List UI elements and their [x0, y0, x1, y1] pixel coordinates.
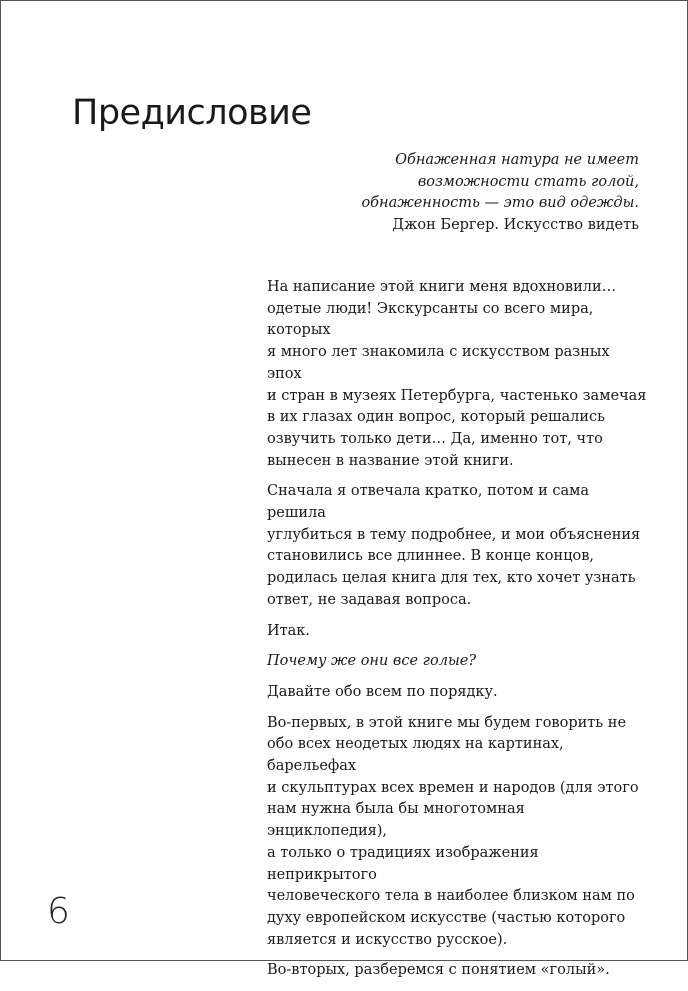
paragraph-line: Почему же они все голые? [267, 653, 477, 670]
paragraph-line: одетые люди! Экскурсанты со всего мира, которых [267, 300, 594, 339]
epigraph [279, 150, 639, 236]
paragraph-line: в их глазах один вопрос, который решались [267, 409, 606, 426]
paragraph-line: нам нужна была бы многотомная энциклопедия), [267, 801, 525, 840]
epigraph-quote [279, 150, 639, 215]
paragraph-line: я много лет знакомила с искусством разных эпох [267, 344, 610, 382]
paragraph-line: является и искусство русское). [267, 931, 508, 948]
paragraph-line: родилась целая книга для тех, кто хочет узнать [267, 570, 636, 587]
paragraph-line: озвучить только дети… Да, именно тот, что [267, 430, 603, 447]
paragraph-line: становились все длиннее. В конце концов, [267, 548, 595, 565]
epigraph-line: Обнаженная натура не имеет [395, 152, 639, 168]
paragraph-line: Сначала я отвечала кратко, потом и сама решила [267, 483, 590, 522]
paragraph [267, 481, 647, 611]
paragraph-line: ответ, не задавая вопроса. [267, 591, 472, 608]
epigraph-line: возможности стать голой, [417, 173, 639, 190]
paragraph [267, 682, 647, 704]
paragraph [267, 651, 647, 673]
epigraph-line: обнаженность — это вид одежды. [361, 195, 639, 211]
paragraph-line: а только о традициях изображения неприкрытого [267, 844, 539, 883]
paragraph [267, 621, 647, 643]
paragraph-line: человеческого тела в наиболее близком нам по [267, 888, 635, 905]
paragraph-line: духу европейском искусстве (частью которого [267, 909, 626, 926]
page-title: Предисловие [72, 93, 312, 133]
paragraph-line: Итак. [267, 622, 310, 639]
paragraph-line: и стран в музеях Петербурга, частенько замечая [267, 387, 647, 404]
paragraph-line: Во-вторых, разберемся с понятием «голый». [267, 962, 610, 979]
epigraph-attribution: Джон Бергер. Искусство видеть [392, 216, 639, 233]
paragraph-line: углубиться в тему подробнее, и мои объяснения [267, 526, 641, 543]
paragraph [267, 713, 647, 952]
paragraph-line: На написание этой книги меня вдохновили… [267, 279, 617, 295]
page-number: 6 [47, 891, 70, 932]
paragraph [267, 277, 647, 472]
paragraph-line: Давайте обо всем по порядку. [267, 683, 498, 700]
paragraph-line: и скульптурах всех времен и народов (для этого [267, 779, 639, 796]
paragraph [267, 960, 647, 982]
paragraph-line: вынесен в название этой книги. [267, 452, 514, 469]
paragraph-line: обо всех неодетых людях на картинах, барельефах [267, 736, 564, 775]
body-text [267, 277, 647, 991]
paragraph-line: Во-первых, в этой книге мы будем говорить не [267, 714, 627, 731]
